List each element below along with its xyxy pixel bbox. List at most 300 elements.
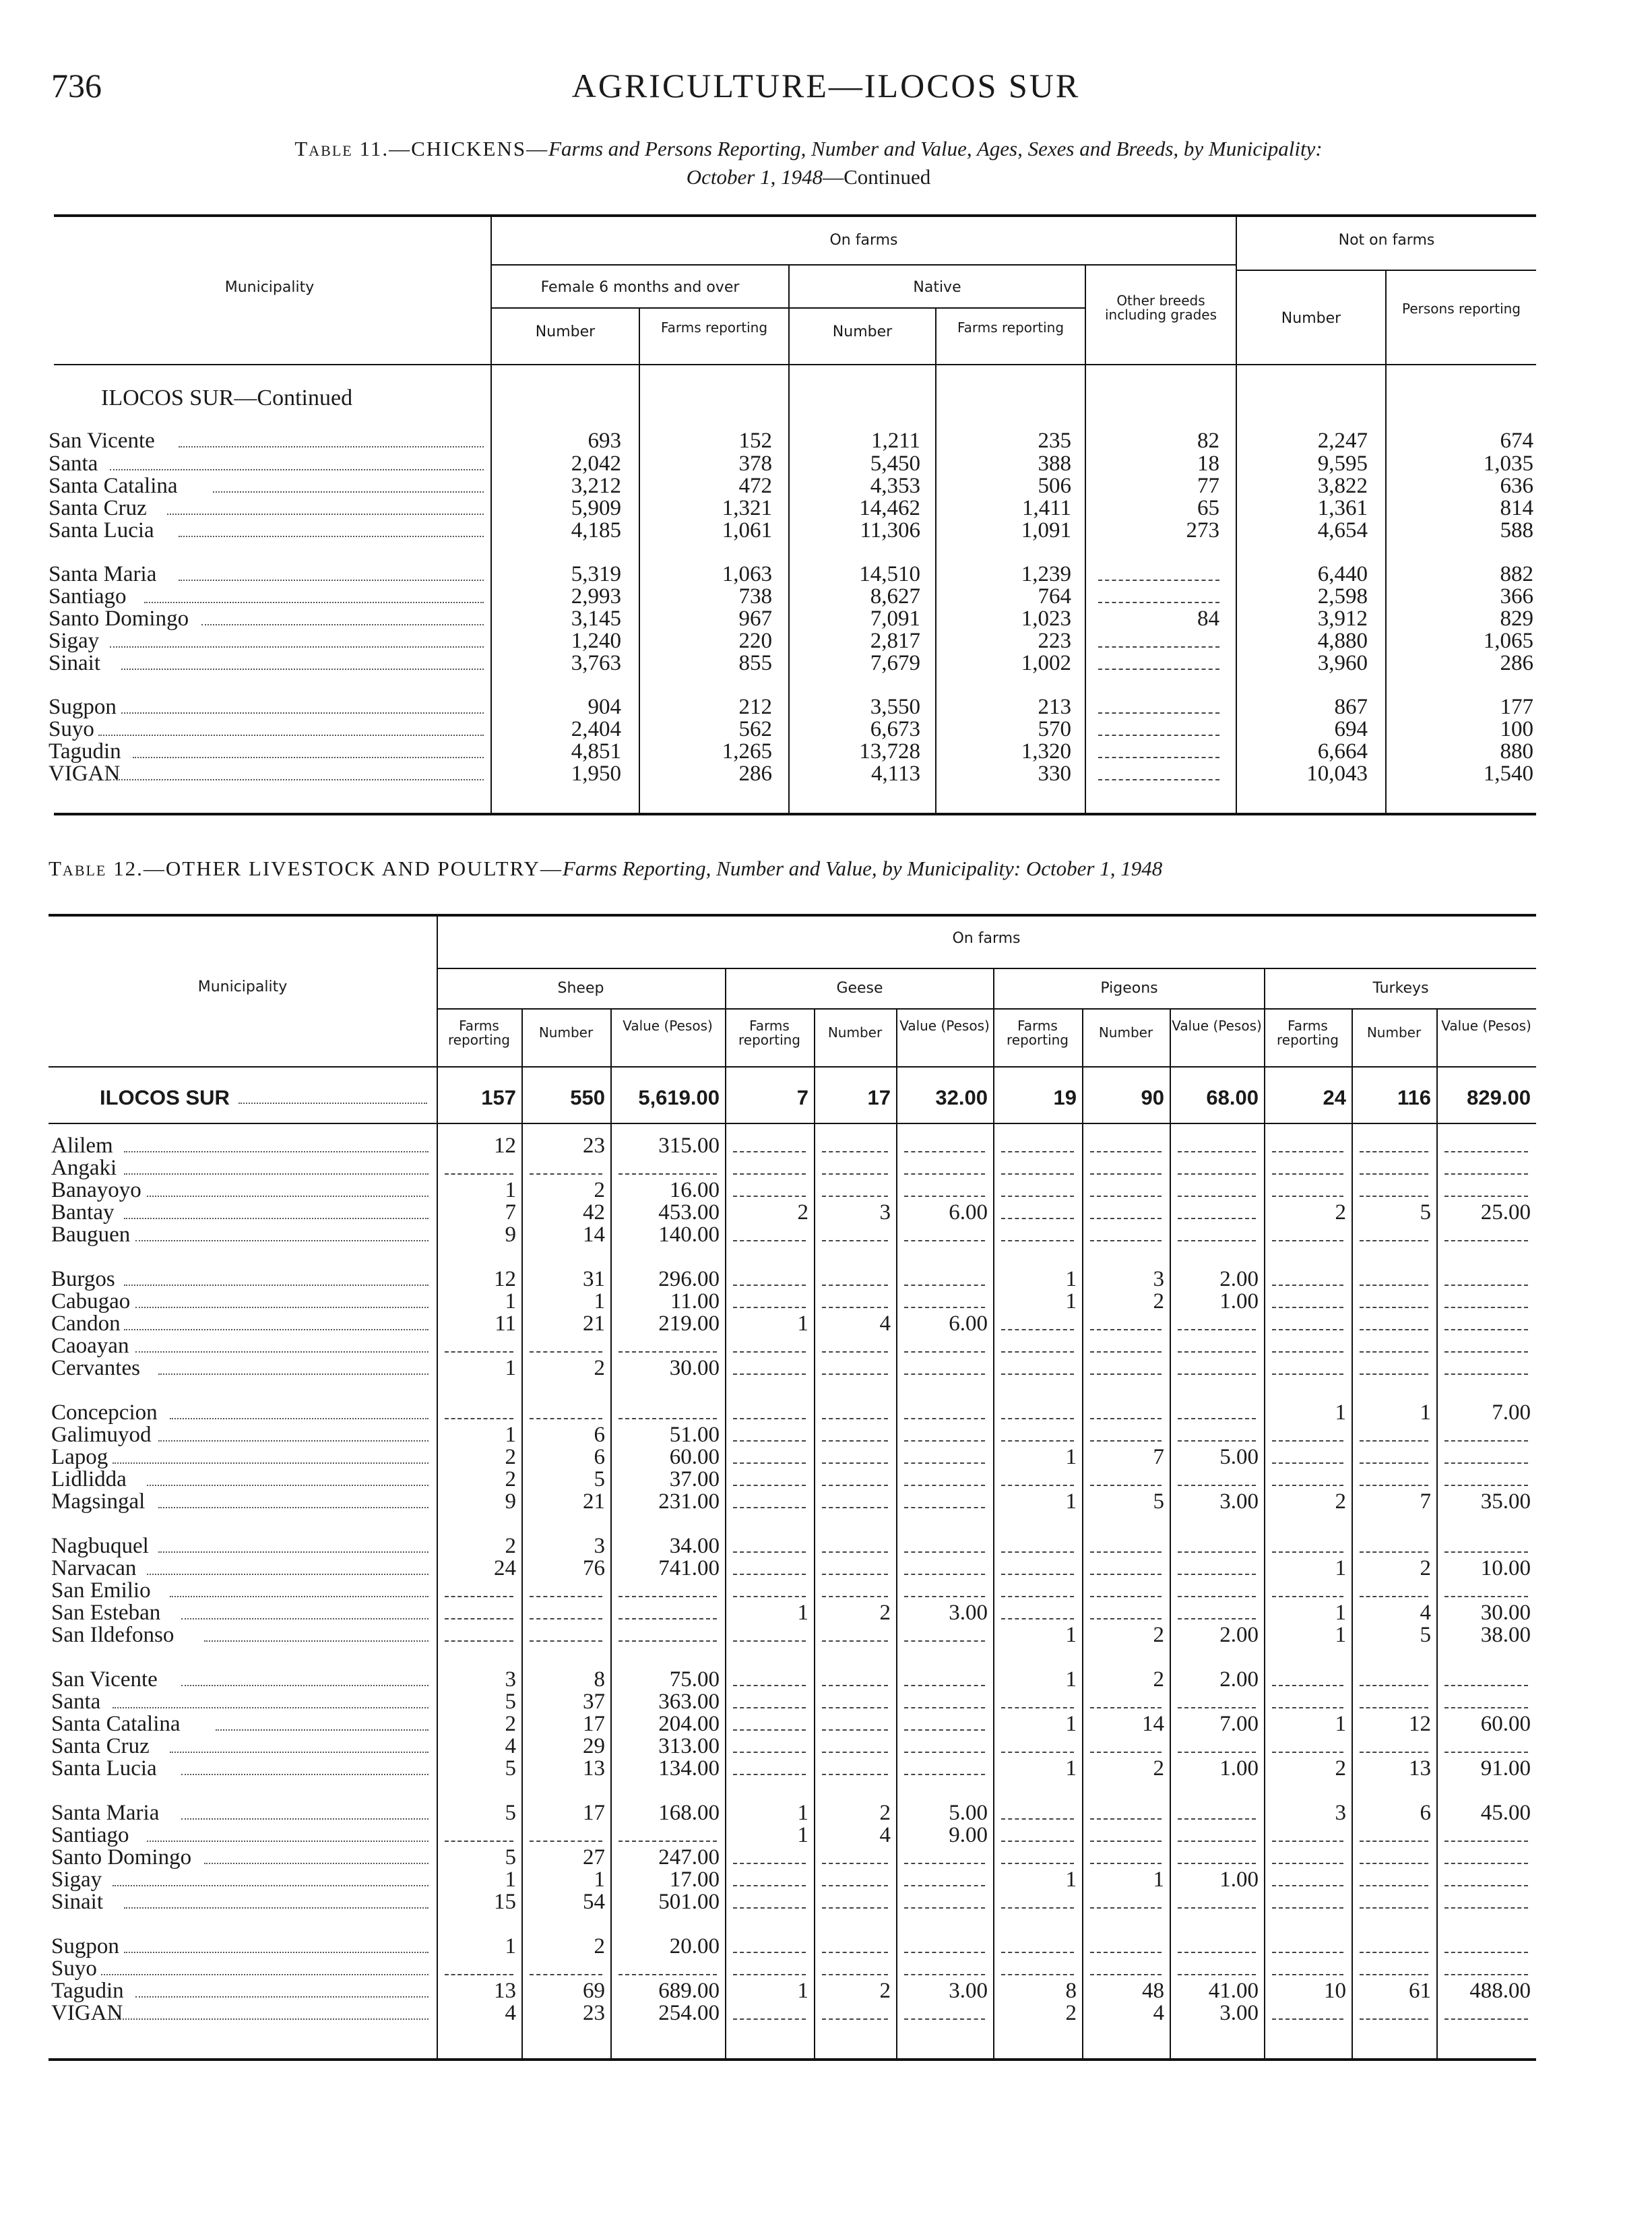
table12-cell: 2 bbox=[594, 1934, 605, 1958]
empty-cell-dashes bbox=[1444, 1151, 1528, 1152]
empty-cell-dashes bbox=[1090, 1841, 1162, 1842]
municipality-name: Concepcion bbox=[51, 1402, 158, 1424]
leader-dots bbox=[121, 669, 484, 670]
municipality-name: Cervantes bbox=[51, 1357, 140, 1380]
table12-row bbox=[0, 1936, 1652, 1958]
leader-dots bbox=[124, 1285, 428, 1286]
leader-dots bbox=[147, 1841, 428, 1842]
table12-cell: 1 bbox=[594, 1289, 605, 1314]
empty-cell-dashes bbox=[822, 1551, 888, 1553]
empty-cell-dashes bbox=[1001, 1952, 1074, 1953]
table12-cell: 134.00 bbox=[658, 1756, 720, 1781]
empty-cell-dashes bbox=[1001, 1907, 1074, 1909]
empty-cell-dashes bbox=[1098, 669, 1219, 670]
empty-cell-dashes bbox=[1001, 1440, 1074, 1442]
municipality-name: Santa Cruz bbox=[49, 497, 147, 520]
empty-cell-dashes bbox=[822, 1351, 888, 1353]
table12-cell: 1 bbox=[797, 1801, 808, 1825]
table12-cell: 91.00 bbox=[1480, 1756, 1531, 1781]
table12-cell: 4 bbox=[1420, 1601, 1431, 1625]
table11-cell: 1,035 bbox=[1483, 452, 1533, 476]
table12-row bbox=[0, 1268, 1652, 1291]
empty-cell-dashes bbox=[733, 1196, 806, 1197]
table11-caption-date: October 1, 1948 bbox=[686, 165, 823, 189]
empty-cell-dashes bbox=[904, 1640, 985, 1642]
table11-cell: 82 bbox=[1197, 429, 1219, 453]
empty-cell-dashes bbox=[1272, 1351, 1343, 1353]
table12-cell: 7 bbox=[1153, 1445, 1164, 1469]
table12-cell: 5 bbox=[594, 1467, 605, 1491]
table11-header-farms-reporting: Farms reporting bbox=[660, 319, 768, 336]
municipality-name: Burgos bbox=[51, 1268, 115, 1291]
empty-cell-dashes bbox=[1444, 1907, 1528, 1909]
leader-dots bbox=[181, 1818, 428, 1820]
empty-cell-dashes bbox=[1272, 1907, 1343, 1909]
table12-cell: 157 bbox=[481, 1086, 516, 1109]
table12-cell: 6 bbox=[1420, 1801, 1431, 1825]
leader-dots bbox=[147, 1196, 428, 1197]
table12-cell: 17 bbox=[583, 1712, 605, 1736]
table11-row bbox=[0, 475, 1652, 497]
table11-cell: 880 bbox=[1500, 739, 1533, 764]
empty-cell-dashes bbox=[733, 1907, 806, 1909]
municipality-name: Magsingal bbox=[51, 1491, 146, 1513]
table11-onfarms-rule bbox=[492, 264, 1236, 266]
table12-cell: 7 bbox=[505, 1200, 516, 1225]
table12-header-turkeys: Turkeys bbox=[1372, 980, 1429, 997]
table11-cell: 1,540 bbox=[1483, 762, 1533, 786]
empty-cell-dashes bbox=[822, 1507, 888, 1508]
table12-cell: 16.00 bbox=[669, 1178, 720, 1202]
empty-cell-dashes bbox=[445, 1640, 513, 1642]
empty-cell-dashes bbox=[904, 1196, 985, 1197]
table11-bottom-rule bbox=[54, 813, 1536, 815]
table11-caption-text: Farms and Persons Reporting, Number and Value, Ages, Sexes and Breeds, by Municipality: bbox=[548, 137, 1323, 160]
table12-cell: 2 bbox=[505, 1712, 516, 1736]
empty-cell-dashes bbox=[1360, 1351, 1428, 1353]
table12-cell: 313.00 bbox=[658, 1734, 720, 1758]
table11-cell: 378 bbox=[738, 452, 772, 476]
table12-cell: 1 bbox=[505, 1423, 516, 1447]
table12-cell: 5 bbox=[505, 1845, 516, 1870]
empty-cell-dashes bbox=[1178, 1218, 1256, 1219]
empty-cell-dashes bbox=[1090, 1974, 1162, 1975]
table12-cell: 1 bbox=[505, 1289, 516, 1314]
leader-dots bbox=[213, 491, 484, 493]
empty-cell-dashes bbox=[822, 1485, 888, 1486]
empty-cell-dashes bbox=[1272, 1952, 1343, 1953]
table12-cell: 741.00 bbox=[658, 1556, 720, 1580]
empty-cell-dashes bbox=[733, 1952, 806, 1953]
table12-cell: 4 bbox=[879, 1311, 891, 1336]
empty-cell-dashes bbox=[1090, 1863, 1162, 1864]
table12-cell: 7.00 bbox=[1492, 1400, 1531, 1425]
empty-cell-dashes bbox=[1444, 1841, 1528, 1842]
municipality-name: VIGAN bbox=[49, 763, 121, 785]
table12-cell: 20.00 bbox=[669, 1934, 720, 1958]
municipality-name: Angaki bbox=[51, 1157, 117, 1179]
table11-section-title: ILOCOS SUR—Continued bbox=[101, 385, 353, 410]
table11-cell: 5,909 bbox=[571, 496, 621, 520]
table12-cell: 1 bbox=[1420, 1400, 1431, 1425]
empty-cell-dashes bbox=[1444, 1196, 1528, 1197]
table12-row bbox=[0, 1157, 1652, 1179]
empty-cell-dashes bbox=[1098, 779, 1219, 780]
empty-cell-dashes bbox=[1001, 1173, 1074, 1175]
table11-cell: 3,822 bbox=[1317, 474, 1368, 498]
table12-total-row bbox=[0, 1086, 1652, 1109]
municipality-name: ILOCOS SUR bbox=[100, 1086, 230, 1109]
municipality-name: Santa Maria bbox=[51, 1802, 160, 1824]
empty-cell-dashes bbox=[1360, 1329, 1428, 1330]
empty-cell-dashes bbox=[733, 1462, 806, 1464]
table11-cell: 1,061 bbox=[722, 518, 772, 543]
empty-cell-dashes bbox=[1178, 1596, 1256, 1597]
table12-cell: 35.00 bbox=[1480, 1489, 1531, 1514]
table12-cell: 3 bbox=[594, 1534, 605, 1558]
table12-cell: 2.00 bbox=[1219, 1667, 1259, 1692]
table12-cell: 2 bbox=[1153, 1623, 1164, 1647]
empty-cell-dashes bbox=[822, 1729, 888, 1731]
empty-cell-dashes bbox=[1360, 1841, 1428, 1842]
empty-cell-dashes bbox=[904, 1240, 985, 1241]
table11-row bbox=[0, 652, 1652, 675]
empty-cell-dashes bbox=[733, 1974, 806, 1975]
table11-row bbox=[0, 718, 1652, 741]
empty-cell-dashes bbox=[822, 1752, 888, 1753]
table12-cell: 2 bbox=[1335, 1489, 1346, 1514]
empty-cell-dashes bbox=[530, 1351, 602, 1353]
table11-header-not-on-farms: Not on farms bbox=[1338, 232, 1435, 249]
empty-cell-dashes bbox=[1001, 1818, 1074, 1820]
table12-cell: 296.00 bbox=[658, 1267, 720, 1291]
empty-cell-dashes bbox=[904, 1574, 985, 1575]
table11-row bbox=[0, 630, 1652, 652]
table11-cell: 388 bbox=[1038, 452, 1071, 476]
table11-cell: 11,306 bbox=[860, 518, 920, 543]
municipality-name: Sigay bbox=[51, 1869, 102, 1891]
empty-cell-dashes bbox=[1090, 1618, 1162, 1619]
table12-cell: 69 bbox=[583, 1979, 605, 2003]
table12-subheader-number: Number bbox=[1366, 1024, 1422, 1041]
table12-cell: 1 bbox=[1335, 1400, 1346, 1425]
table11-cell: 220 bbox=[738, 629, 772, 653]
empty-cell-dashes bbox=[1272, 1752, 1343, 1753]
table12-row bbox=[0, 1135, 1652, 1157]
leader-dots bbox=[124, 1218, 428, 1219]
table12-cell: 1 bbox=[505, 1356, 516, 1380]
empty-cell-dashes bbox=[1178, 1841, 1256, 1842]
empty-cell-dashes bbox=[822, 1640, 888, 1642]
municipality-name: Santiago bbox=[49, 586, 127, 608]
table11-cell: 4,353 bbox=[870, 474, 920, 498]
empty-cell-dashes bbox=[1001, 1329, 1074, 1330]
table12-cell: 12 bbox=[1409, 1712, 1431, 1736]
empty-cell-dashes bbox=[1272, 1551, 1343, 1553]
empty-cell-dashes bbox=[1360, 1707, 1428, 1708]
table12-cell: 168.00 bbox=[658, 1801, 720, 1825]
table12-cell: 1 bbox=[1335, 1601, 1346, 1625]
empty-cell-dashes bbox=[822, 1885, 888, 1886]
municipality-name: Alilem bbox=[51, 1135, 113, 1157]
leader-dots bbox=[124, 1173, 428, 1175]
empty-cell-dashes bbox=[1444, 1885, 1528, 1886]
empty-cell-dashes bbox=[822, 1863, 888, 1864]
empty-cell-dashes bbox=[1272, 1885, 1343, 1886]
empty-cell-dashes bbox=[1098, 712, 1219, 714]
table12-cell: 231.00 bbox=[658, 1489, 720, 1514]
empty-cell-dashes bbox=[733, 1173, 806, 1175]
table11-cell: 13,728 bbox=[859, 739, 920, 764]
table12-cell: 2 bbox=[1153, 1756, 1164, 1781]
municipality-name: Santo Domingo bbox=[51, 1847, 192, 1869]
leader-dots bbox=[204, 1863, 428, 1864]
table11-cell: 223 bbox=[1038, 629, 1071, 653]
table11-cell: 1,091 bbox=[1021, 518, 1071, 543]
table12-cell: 17 bbox=[583, 1801, 605, 1825]
table12-cell: 11.00 bbox=[670, 1289, 720, 1314]
table12-row bbox=[0, 1802, 1652, 1824]
empty-cell-dashes bbox=[733, 1240, 806, 1241]
empty-cell-dashes bbox=[1444, 1685, 1528, 1686]
table12-cell: 501.00 bbox=[658, 1890, 720, 1914]
table12-subheader-farms-reporting: Farms reporting bbox=[1276, 1018, 1339, 1048]
leader-dots bbox=[133, 757, 484, 758]
municipality-name: Banayoyo bbox=[51, 1179, 141, 1202]
empty-cell-dashes bbox=[1272, 1841, 1343, 1842]
table12-cell: 17.00 bbox=[669, 1867, 720, 1892]
empty-cell-dashes bbox=[1178, 1818, 1256, 1820]
municipality-name: Santiago bbox=[51, 1824, 129, 1847]
table12-cell: 1 bbox=[1335, 1556, 1346, 1580]
table12-cell: 550 bbox=[570, 1086, 605, 1109]
table11-cell: 3,212 bbox=[571, 474, 621, 498]
table12-cell: 14 bbox=[1142, 1712, 1164, 1736]
table11-caption bbox=[54, 135, 1563, 191]
leader-dots bbox=[124, 1151, 428, 1152]
table11-cell: 4,654 bbox=[1317, 518, 1368, 543]
leader-dots bbox=[124, 1329, 428, 1330]
table12-cell: 247.00 bbox=[658, 1845, 720, 1870]
leader-dots bbox=[98, 735, 484, 736]
empty-cell-dashes bbox=[1360, 1240, 1428, 1241]
table12-row bbox=[0, 1357, 1652, 1380]
empty-cell-dashes bbox=[1444, 1351, 1528, 1353]
table12-cell: 3.00 bbox=[1219, 2001, 1259, 2025]
table12-cell: 19 bbox=[1053, 1086, 1077, 1109]
table12-cell: 38.00 bbox=[1480, 1623, 1531, 1647]
empty-cell-dashes bbox=[1090, 1551, 1162, 1553]
empty-cell-dashes bbox=[1444, 1240, 1528, 1241]
table12-subheader-value: Value (Pesos) bbox=[623, 1018, 713, 1034]
empty-cell-dashes bbox=[733, 1485, 806, 1486]
empty-cell-dashes bbox=[822, 1707, 888, 1708]
municipality-name: Narvacan bbox=[51, 1557, 137, 1580]
empty-cell-dashes bbox=[904, 1729, 985, 1731]
table12-cell: 23 bbox=[583, 2001, 605, 2025]
empty-cell-dashes bbox=[904, 1373, 985, 1375]
table12-cell: 2 bbox=[1153, 1667, 1164, 1692]
empty-cell-dashes bbox=[822, 1574, 888, 1575]
table12-row bbox=[0, 2002, 1652, 2025]
empty-cell-dashes bbox=[1272, 1173, 1343, 1175]
table12-cell: 1 bbox=[1153, 1867, 1164, 1892]
table11-header-number: Number bbox=[1281, 310, 1341, 327]
empty-cell-dashes bbox=[1001, 1240, 1074, 1241]
table12-cell: 1 bbox=[1065, 1623, 1077, 1647]
empty-cell-dashes bbox=[1098, 735, 1219, 736]
table12-cell: 32.00 bbox=[935, 1086, 988, 1109]
empty-cell-dashes bbox=[1001, 1707, 1074, 1708]
table12-cell: 1 bbox=[505, 1867, 516, 1892]
leader-dots bbox=[113, 1462, 428, 1464]
table11-cell: 570 bbox=[1038, 717, 1071, 741]
table12-header-rule bbox=[49, 1066, 1536, 1068]
table11-cell: 1,950 bbox=[571, 762, 621, 786]
table11-cell: 152 bbox=[738, 429, 772, 453]
empty-cell-dashes bbox=[1272, 1685, 1343, 1686]
empty-cell-dashes bbox=[1272, 1974, 1343, 1975]
table12-cell: 45.00 bbox=[1480, 1801, 1531, 1825]
table11-cell: 562 bbox=[738, 717, 772, 741]
empty-cell-dashes bbox=[1360, 1485, 1428, 1486]
table11-cell: 1,411 bbox=[1021, 496, 1071, 520]
table12-cell: 3.00 bbox=[949, 1601, 988, 1625]
table11-cell: 14,462 bbox=[859, 496, 920, 520]
table11-row bbox=[0, 497, 1652, 520]
empty-cell-dashes bbox=[822, 1373, 888, 1375]
table12-cell: 5 bbox=[1153, 1489, 1164, 1514]
leader-dots bbox=[204, 1640, 428, 1642]
leader-dots bbox=[181, 1774, 428, 1775]
empty-cell-dashes bbox=[904, 1596, 985, 1597]
table12-cell: 2.00 bbox=[1219, 1267, 1259, 1291]
table12-row bbox=[0, 1824, 1652, 1847]
empty-cell-dashes bbox=[445, 1841, 513, 1842]
table12-cell: 2 bbox=[594, 1178, 605, 1202]
table12-cell: 1 bbox=[505, 1178, 516, 1202]
empty-cell-dashes bbox=[822, 1418, 888, 1419]
table11-cell: 2,042 bbox=[571, 452, 621, 476]
empty-cell-dashes bbox=[733, 1551, 806, 1553]
table11-cell: 2,247 bbox=[1317, 429, 1368, 453]
empty-cell-dashes bbox=[904, 1685, 985, 1686]
table12-row bbox=[0, 1224, 1652, 1246]
empty-cell-dashes bbox=[1090, 1418, 1162, 1419]
table12-cell: 5.00 bbox=[949, 1801, 988, 1825]
table12-cell: 90 bbox=[1141, 1086, 1164, 1109]
table11-cell: 674 bbox=[1500, 429, 1533, 453]
empty-cell-dashes bbox=[1360, 1885, 1428, 1886]
municipality-name: San Emilio bbox=[51, 1580, 151, 1602]
empty-cell-dashes bbox=[822, 1596, 888, 1597]
table12-cell: 9.00 bbox=[949, 1823, 988, 1847]
empty-cell-dashes bbox=[1360, 1952, 1428, 1953]
empty-cell-dashes bbox=[1444, 2018, 1528, 2020]
leader-dots bbox=[170, 1752, 428, 1753]
leader-dots bbox=[110, 779, 484, 780]
leader-dots bbox=[167, 514, 484, 515]
empty-cell-dashes bbox=[1090, 1596, 1162, 1597]
empty-cell-dashes bbox=[1178, 1618, 1256, 1619]
municipality-name: Sugpon bbox=[51, 1936, 119, 1958]
table12-cell: 13 bbox=[494, 1979, 516, 2003]
municipality-name: Santa Catalina bbox=[49, 475, 178, 497]
municipality-name: Lapog bbox=[51, 1446, 108, 1469]
table12-cell: 6 bbox=[594, 1423, 605, 1447]
table11-cell: 814 bbox=[1500, 496, 1533, 520]
table12-cell: 2 bbox=[879, 1801, 891, 1825]
table11-cell: 2,404 bbox=[571, 717, 621, 741]
table12-cell: 3.00 bbox=[1219, 1489, 1259, 1514]
table11-cell: 636 bbox=[1500, 474, 1533, 498]
table12-cell: 2 bbox=[1420, 1556, 1431, 1580]
empty-cell-dashes bbox=[1178, 1440, 1256, 1442]
empty-cell-dashes bbox=[822, 1440, 888, 1442]
table11-cell: 3,145 bbox=[571, 607, 621, 631]
table11-row bbox=[0, 608, 1652, 630]
empty-cell-dashes bbox=[1272, 1596, 1343, 1597]
table11-header-number: Number bbox=[535, 323, 596, 340]
table12-cell: 75.00 bbox=[669, 1667, 720, 1692]
empty-cell-dashes bbox=[1444, 1707, 1528, 1708]
table11-cell: 738 bbox=[738, 584, 772, 609]
table12-cell: 37 bbox=[583, 1690, 605, 1714]
table12-group-rule bbox=[437, 1008, 1536, 1010]
municipality-name: Sugpon bbox=[49, 696, 117, 718]
leader-dots bbox=[158, 1440, 428, 1442]
table12-cell: 23 bbox=[583, 1134, 605, 1158]
empty-cell-dashes bbox=[1001, 1574, 1074, 1575]
page-number: 736 bbox=[51, 67, 102, 104]
leader-dots bbox=[181, 1685, 428, 1686]
empty-cell-dashes bbox=[1444, 1285, 1528, 1286]
table12-bottom-rule bbox=[49, 2058, 1536, 2061]
empty-cell-dashes bbox=[1360, 1551, 1428, 1553]
table12-row bbox=[0, 1535, 1652, 1557]
table11-cell: 867 bbox=[1334, 695, 1368, 719]
table12-subheader-value: Value (Pesos) bbox=[1172, 1018, 1262, 1034]
table11-cell: 693 bbox=[587, 429, 621, 453]
table11-cell: 2,598 bbox=[1317, 584, 1368, 609]
empty-cell-dashes bbox=[1272, 1863, 1343, 1864]
table11-cell: 235 bbox=[1038, 429, 1071, 453]
table11-header-persons-reporting: Persons reporting bbox=[1402, 301, 1521, 317]
table12-row bbox=[0, 1491, 1652, 1513]
empty-cell-dashes bbox=[618, 1418, 717, 1419]
empty-cell-dashes bbox=[1178, 1752, 1256, 1753]
empty-cell-dashes bbox=[733, 1707, 806, 1708]
table11-cell: 855 bbox=[738, 651, 772, 675]
leader-dots bbox=[135, 1351, 428, 1353]
empty-cell-dashes bbox=[1444, 1329, 1528, 1330]
table12-cell: 12 bbox=[494, 1267, 516, 1291]
table11-row bbox=[0, 430, 1652, 452]
table11-cell: 6,673 bbox=[870, 717, 920, 741]
table12-cell: 6.00 bbox=[949, 1311, 988, 1336]
table11-cell: 330 bbox=[1038, 762, 1071, 786]
table12-cell: 48 bbox=[1142, 1979, 1164, 2003]
table12-cell: 5 bbox=[505, 1801, 516, 1825]
empty-cell-dashes bbox=[530, 1640, 602, 1642]
table12-cell: 2 bbox=[797, 1200, 808, 1225]
table12-cell: 3 bbox=[879, 1200, 891, 1225]
table12-cell: 13 bbox=[1409, 1756, 1431, 1781]
table11-header-on-farms: On farms bbox=[829, 232, 898, 249]
empty-cell-dashes bbox=[904, 1752, 985, 1753]
table12-row bbox=[0, 1291, 1652, 1313]
leader-dots bbox=[158, 1551, 428, 1553]
